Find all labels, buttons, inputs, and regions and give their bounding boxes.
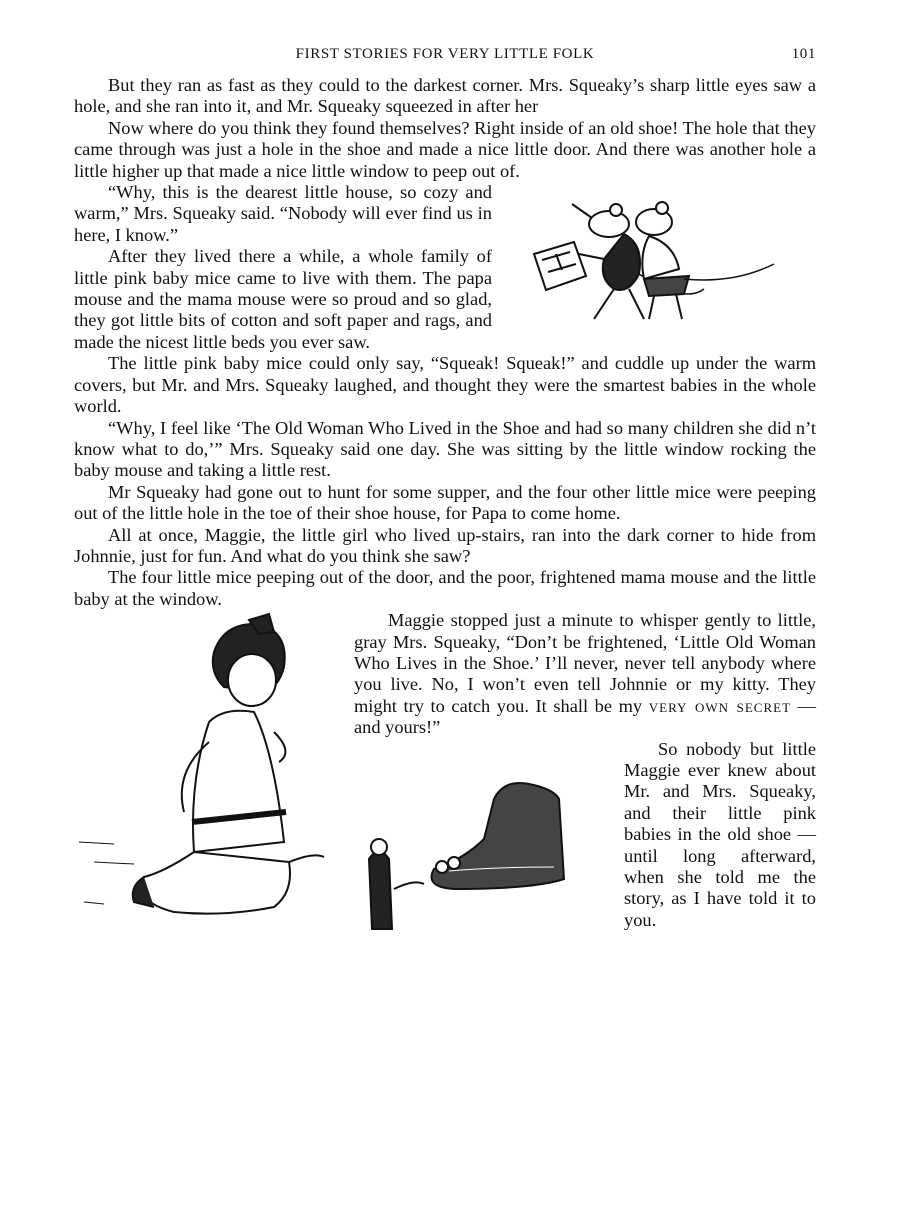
paragraph-3: “Why, this is the dearest little house, so cozy and warm,” Mrs. Squeaky said. “Nobody will ever find us in here, I know.” bbox=[74, 182, 492, 245]
paragraph-6: “Why, I feel like ‘The Old Woman Who Lived in the Shoe and had so many children she did n’t know what to do,’” Mrs. Squeaky said one day. She was sitting by the little window rocking the baby mouse and taking a little rest. bbox=[74, 417, 816, 481]
story-text bbox=[74, 75, 816, 1042]
paragraph-5: The little pink baby mice could only say, “Squeak! Squeak!” and cuddle up under the warm covers, but Mr. and Mrs. Squeaky laughed, and thought they were the smartest babies in the whole world. bbox=[74, 353, 816, 417]
paragraph-2: Now where do you think they found themselves? Right inside of an old shoe! The hole that they came through was just a hole in the shoe and made a nice little door. And there was another hole a little higher up that made a nice little window to peep out of. bbox=[74, 117, 816, 181]
shoe-illustration bbox=[354, 739, 624, 939]
paragraph-7: Mr Squeaky had gone out to hunt for some supper, and the four other little mice were peeping out of the little hole in the toe of their shoe house, for Papa to come home. bbox=[74, 481, 816, 524]
very-own-secret: very own secret bbox=[648, 695, 792, 716]
running-header bbox=[74, 46, 816, 70]
paragraph-9-text: The four little mice peeping out of the door, and the poor, frightened mama mouse and the little baby at the window. bbox=[74, 567, 816, 609]
paragraph-10-text-b: — and yours!” bbox=[354, 695, 816, 738]
page-header-title: FIRST STORIES FOR VERY LITTLE FOLK bbox=[295, 46, 595, 62]
paragraph-1: But they ran as fast as they could to the darkest corner. Mrs. Squeaky’s sharp little eyes saw a hole, and she ran into it, and Mr. Squeaky squeezed in after her bbox=[74, 75, 816, 117]
paragraph-10-text-a: Maggie stopped just a minute to whisper gently to little, gray Mrs. Squeaky, “Don’t be frightened, ‘Little Old Woman Who Lives in the Shoe.’ I’ll never, never tell anybody where you live. No, I won’t even tell Johnnie or my kitty. They might try to catch you. It shall be my bbox=[354, 610, 816, 716]
mice-with-bag-drawing bbox=[504, 184, 816, 334]
paragraph-4: After they lived there a while, a whole family of little pink baby mice came to live with them. The papa mouse and the mama mouse were so proud and so glad, they got little bits of cotton and soft paper and rags, and made the nicest little beds you ever saw. bbox=[74, 246, 492, 352]
old-shoe-drawing bbox=[354, 739, 624, 939]
girl-illustration bbox=[74, 612, 342, 1042]
maggie-kneeling-drawing bbox=[74, 612, 342, 1042]
mice-illustration bbox=[504, 184, 816, 334]
paragraph-8: All at once, Maggie, the little girl who lived up-stairs, ran into the dark corner to hide from Johnnie, just for fun. And what do you think she saw? bbox=[74, 524, 816, 566]
page-number: 101 bbox=[791, 46, 816, 62]
paragraph-9 bbox=[74, 567, 816, 610]
paragraph-11: So nobody but little Maggie ever knew about Mr. and Mrs. Squeaky, and their little pink babies in the old shoe — until long afterward, when she told me the story, as I have told it to you. bbox=[624, 738, 816, 930]
